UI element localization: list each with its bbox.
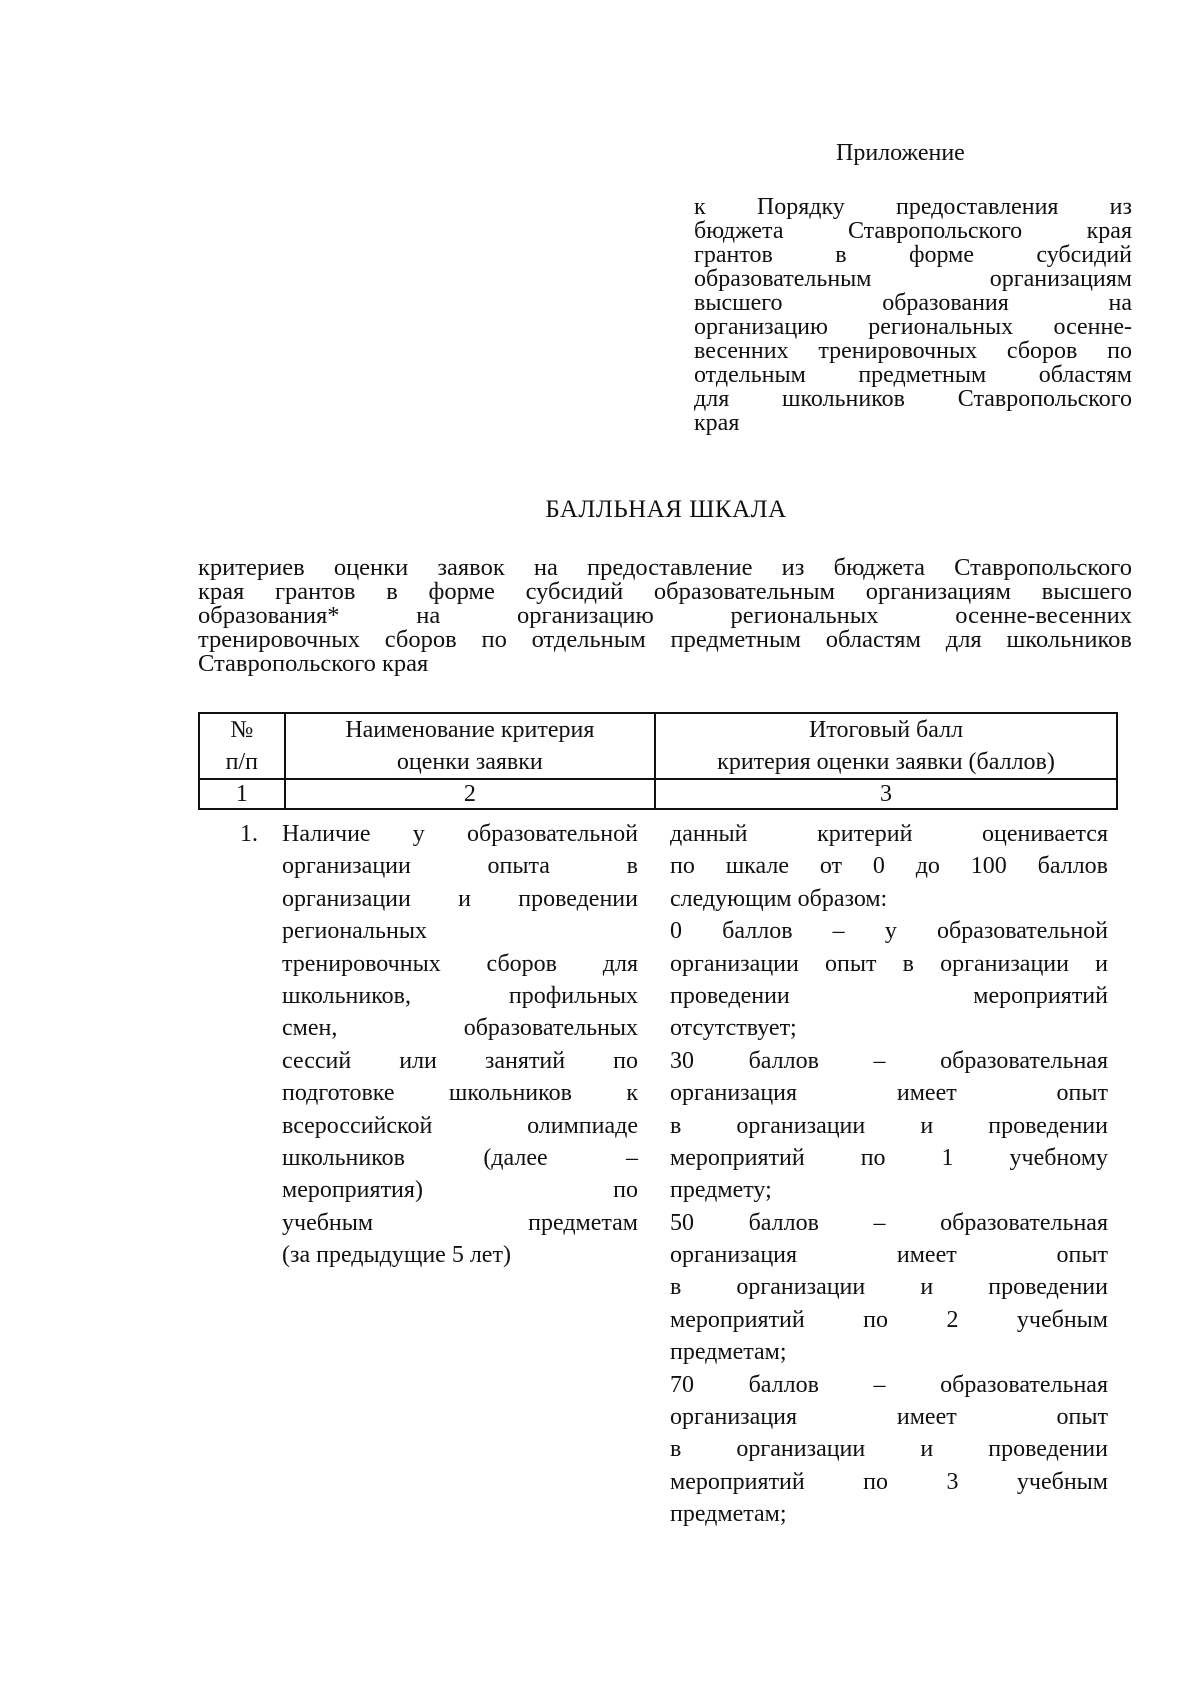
header-cell-number (200, 714, 286, 778)
criterion-line: смен, образовательных (282, 1015, 638, 1042)
score-line: организация имеет опыт (670, 1242, 1108, 1269)
score-line: в организации и проведении (670, 1112, 1108, 1139)
appendix-line: организацию региональных осенне- (694, 314, 1132, 340)
header-text: Итоговый балл (808, 717, 964, 743)
appendix-line: весенних тренировочных сборов по (694, 338, 1132, 364)
intro-line: критериев оценки заявок на предоставление из бюджета Ставропольского (198, 554, 1132, 581)
intro-line: края грантов в форме субсидий образовательным организациям высшего (198, 578, 1132, 605)
criterion-cell (282, 818, 638, 1531)
score-line: организации опыт в организации и (670, 950, 1108, 977)
score-line: 30 баллов – образовательная (670, 1047, 1108, 1074)
criterion-line: тренировочных сборов для (282, 950, 638, 977)
criterion-line: организации и проведении (282, 885, 638, 912)
column-number: 2 (286, 780, 656, 808)
column-number: 3 (880, 781, 893, 807)
score-line: следующим образом: (670, 885, 888, 912)
criterion-line: (за предыдущие 5 лет) (282, 1242, 511, 1269)
score-line: по шкале от 0 до 100 баллов (670, 853, 1108, 880)
criterion-line: сессий или занятий по (282, 1047, 638, 1074)
score-line: организация имеет опыт (670, 1080, 1108, 1107)
score-cell (638, 818, 1108, 1531)
criterion-line: учебным предметам (282, 1209, 638, 1236)
appendix-line: высшего образования на (694, 290, 1132, 316)
criterion-line: подготовке школьников к (282, 1080, 638, 1107)
score-line: мероприятий по 2 учебным (670, 1306, 1108, 1333)
intro-line: Ставропольского края (198, 650, 429, 677)
appendix-line: к Порядку предоставления из (694, 194, 1132, 220)
appendix-line: бюджета Ставропольского края (694, 218, 1132, 244)
intro-paragraph (198, 556, 1132, 676)
column-number: 1 (200, 780, 286, 808)
header-cell-score (656, 714, 1116, 778)
document-title: БАЛЛЬНАЯ ШКАЛА (545, 496, 787, 523)
header-text: п/п (225, 749, 258, 775)
header-cell-criterion (286, 714, 656, 778)
score-line: предмету; (670, 1177, 772, 1204)
score-line: 50 баллов – образовательная (670, 1209, 1108, 1236)
table-row (198, 818, 1118, 1531)
intro-line: образования* на организацию региональных осенне-весенних (198, 602, 1132, 629)
score-line: отсутствует; (670, 1015, 797, 1042)
score-line: 70 баллов – образовательная (670, 1371, 1108, 1398)
criterion-line: школьников, профильных (282, 982, 638, 1009)
score-line: проведении мероприятий (670, 982, 1108, 1009)
score-line: мероприятий по 3 учебным (670, 1468, 1108, 1495)
appendix-line: для школьников Ставропольского (694, 386, 1132, 412)
criterion-line: Наличие у образовательной (282, 821, 638, 847)
criterion-line: региональных (282, 918, 427, 945)
score-line: предметам; (670, 1501, 787, 1528)
appendix-reference (694, 195, 1132, 435)
header-text: Наименование критерия (345, 717, 595, 743)
criterion-line: организации опыта в (282, 853, 638, 880)
appendix-line: образовательным организациям (694, 266, 1132, 292)
intro-line: тренировочных сборов по отдельным предметным областям для школьников (198, 626, 1132, 653)
score-line: организация имеет опыт (670, 1404, 1108, 1431)
score-line: мероприятий по 1 учебному (670, 1144, 1108, 1171)
appendix-line: отдельным предметным областям (694, 362, 1132, 388)
row-number: 1. (240, 821, 258, 847)
header-text: № (230, 717, 254, 743)
score-line: данный критерий оценивается (670, 821, 1108, 847)
criterion-line: школьников (далее – (282, 1144, 638, 1171)
score-line: 0 баллов – у образовательной (670, 918, 1108, 945)
column-number-row (198, 780, 1118, 810)
header-text: оценки заявки (396, 749, 543, 775)
score-line: предметам; (670, 1339, 787, 1366)
appendix-line: грантов в форме субсидий (694, 242, 1132, 268)
criterion-line: мероприятия) по (282, 1177, 638, 1204)
appendix-line: края (694, 410, 740, 436)
score-line: в организации и проведении (670, 1436, 1108, 1463)
criterion-line: всероссийской олимпиаде (282, 1112, 638, 1139)
score-line: в организации и проведении (670, 1274, 1108, 1301)
criteria-table (198, 712, 1118, 1531)
header-text: критерия оценки заявки (баллов) (717, 749, 1055, 775)
table-header-row (198, 712, 1118, 780)
appendix-title: Приложение (836, 140, 965, 166)
